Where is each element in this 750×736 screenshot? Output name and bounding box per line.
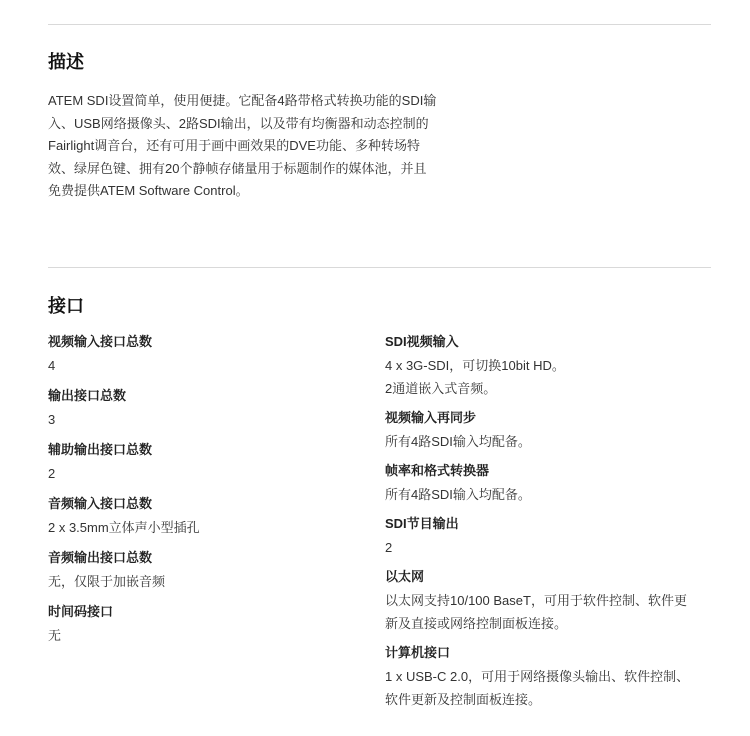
spec-value: 4 x 3G-SDI，可切换10bit HD。 — [385, 358, 565, 373]
ports-right-column — [385, 332, 715, 719]
spec-label: 辅助输出接口总数 — [48, 442, 153, 457]
spec-sdi-program-out — [385, 514, 715, 559]
description-line: 免费提供ATEM Software Control。 — [48, 183, 249, 198]
spec-value: 3 — [48, 412, 56, 427]
spec-label: 计算机接口 — [385, 645, 451, 660]
section-divider — [48, 267, 711, 268]
description-line: 入、USB网络摄像头、2路SDI输出，以及带有均衡器和动态控制的 — [48, 115, 429, 131]
spec-value: 4 — [48, 358, 56, 373]
spec-sdi-inputs — [385, 332, 715, 400]
spec-value: 新及直接或网络控制面板连接。 — [385, 616, 568, 631]
spec-label: 视频输入再同步 — [385, 410, 477, 425]
spec-value: 软件更新及控制面板连接。 — [385, 692, 542, 707]
description-line: ATEM SDI设置简单，使用便捷。它配备4路带格式转换功能的SDI输 — [48, 93, 437, 108]
spec-computer-interface — [385, 643, 715, 711]
spec-value: 所有4路SDI输入均配备。 — [385, 434, 531, 449]
spec-video-inputs — [48, 332, 348, 386]
spec-value: 2 x 3.5mm立体声小型插孔 — [48, 520, 200, 535]
spec-label: 帧率和格式转换器 — [385, 463, 490, 478]
spec-label: 输出接口总数 — [48, 388, 127, 403]
description-text — [48, 90, 468, 203]
spec-label: 视频输入接口总数 — [48, 334, 153, 349]
spec-label: 以太网 — [385, 569, 425, 584]
spec-value: 所有4路SDI输入均配备。 — [385, 487, 531, 502]
spec-value: 2 — [385, 540, 393, 555]
spec-label: 音频输出接口总数 — [48, 550, 153, 565]
description-title: 描述 — [48, 52, 84, 72]
ports-title: 接口 — [48, 296, 84, 316]
spec-outputs — [48, 386, 348, 440]
spec-audio-inputs — [48, 494, 348, 548]
spec-value: 无 — [48, 628, 62, 643]
spec-value: 2 — [48, 466, 56, 481]
spec-value: 以太网支持10/100 BaseT，可用于软件控制、软件更 — [385, 593, 687, 608]
description-line: 效、绿屏色键、拥有20个静帧存储量用于标题制作的媒体池，并且 — [48, 160, 427, 176]
spec-label: SDI节目输出 — [385, 516, 459, 531]
spec-input-resync — [385, 408, 715, 453]
spec-label: 音频输入接口总数 — [48, 496, 153, 511]
spec-timecode — [48, 602, 348, 656]
spec-aux-outputs — [48, 440, 348, 494]
top-divider — [48, 24, 711, 25]
spec-value: 2通道嵌入式音频。 — [385, 381, 497, 396]
spec-label: 时间码接口 — [48, 604, 114, 619]
spec-label: SDI视频输入 — [385, 334, 459, 349]
description-line: Fairlight调音台，还有可用于画中画效果的DVE功能、多种转场特 — [48, 138, 420, 153]
spec-frame-converter — [385, 461, 715, 506]
spec-value: 无，仅限于加嵌音频 — [48, 574, 166, 589]
spec-ethernet — [385, 567, 715, 635]
spec-value: 1 x USB-C 2.0，可用于网络摄像头输出、软件控制、 — [385, 669, 690, 684]
ports-left-column — [48, 332, 348, 656]
spec-audio-outputs — [48, 548, 348, 602]
